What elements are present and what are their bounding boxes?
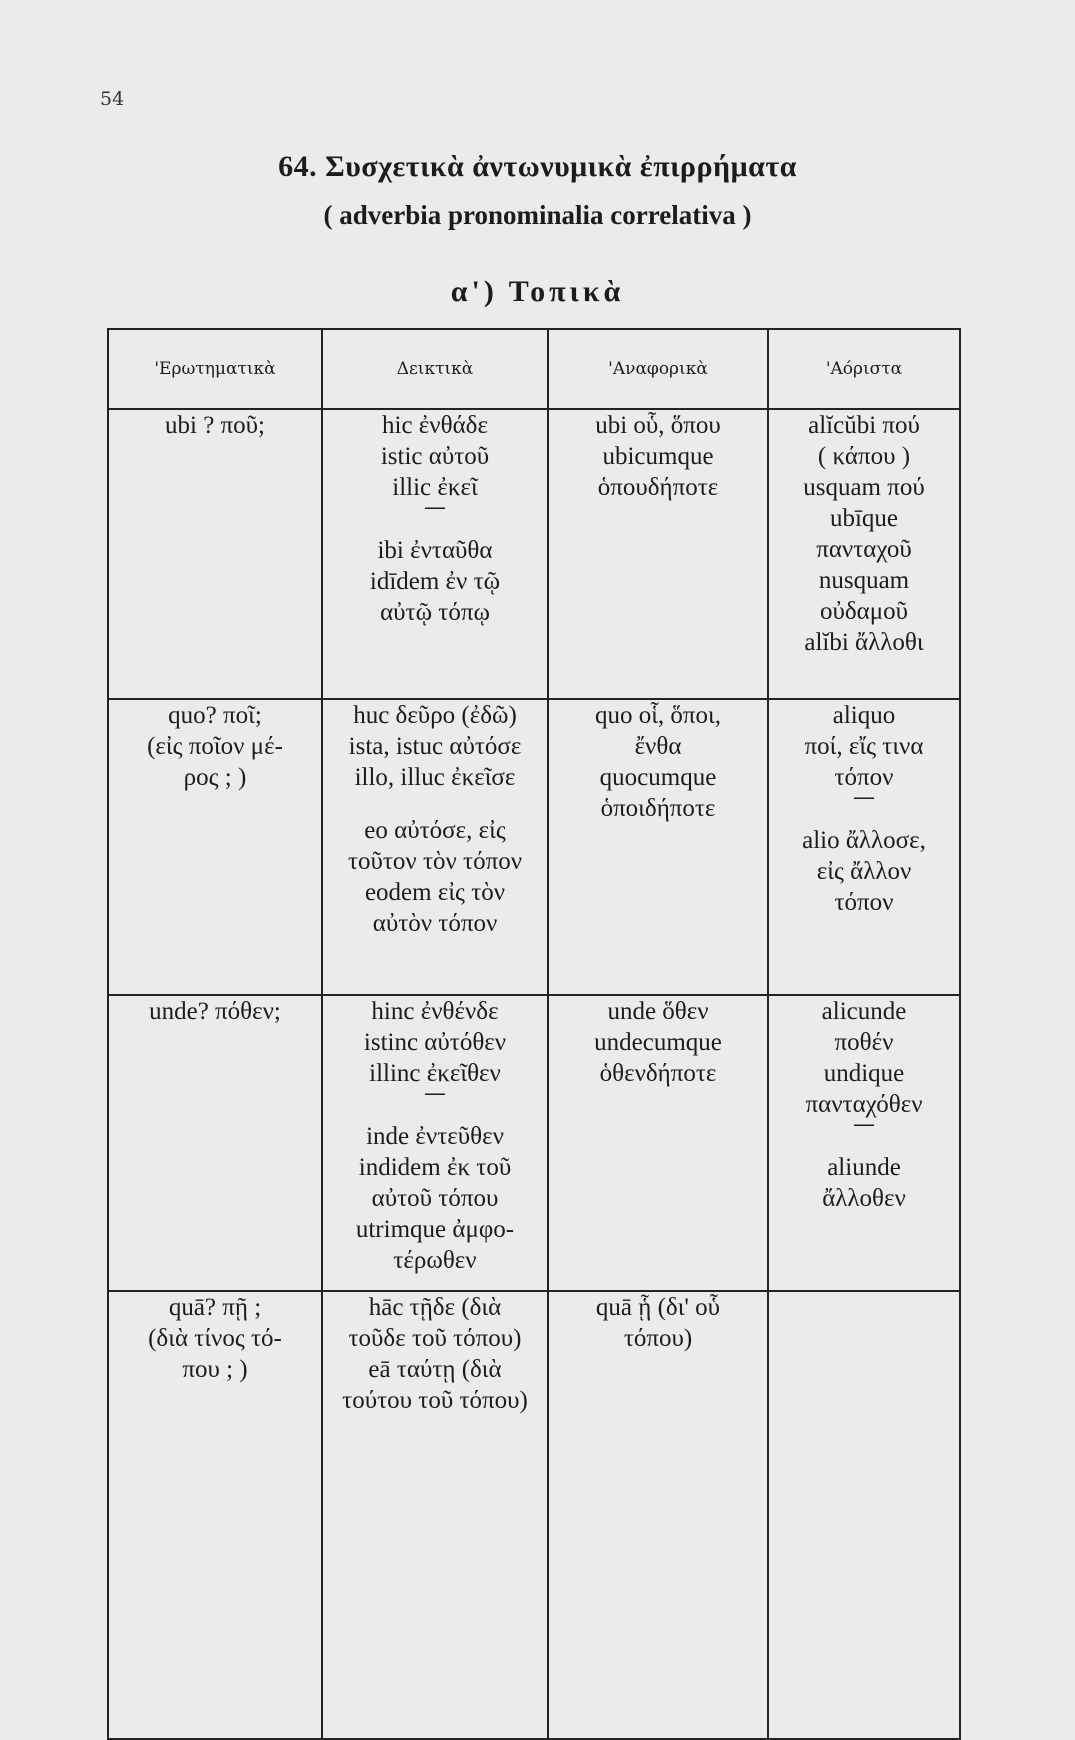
cell-line: ( κάπου ) bbox=[817, 443, 911, 470]
divider: — bbox=[853, 1112, 875, 1137]
cell-line: πανταχόθεν bbox=[805, 1091, 923, 1118]
cell-line: alĭbi ἄλλοθι bbox=[804, 629, 924, 656]
cell-line: nusquam bbox=[818, 567, 910, 594]
cell-line: hinc ἐνθένδε bbox=[371, 998, 499, 1025]
cell-line: eo αὐτόσε, εἰς bbox=[364, 817, 506, 844]
section-title: 64. Συσχετικὰ ἀντωνυμικὰ ἐπιρρήματα bbox=[278, 150, 797, 183]
cell-line: illo, illuc ἐκεῖσε bbox=[354, 764, 516, 791]
table-cell bbox=[548, 409, 768, 699]
cell-line: τούτου τοῦ τόπου) bbox=[342, 1387, 528, 1414]
cell-line: ρος ; ) bbox=[183, 764, 247, 791]
cell-line: quo? ποῖ; bbox=[168, 702, 262, 729]
cell-line: ποθέν bbox=[834, 1029, 894, 1056]
divider: — bbox=[424, 1081, 446, 1106]
cell-line: aliunde bbox=[827, 1154, 901, 1181]
cell-line: ista, istuc αὐτόσε bbox=[348, 733, 522, 760]
table-row bbox=[108, 699, 960, 995]
cell-line: usquam πού bbox=[803, 474, 925, 501]
table-cell bbox=[768, 409, 960, 699]
cell-line: τόπον bbox=[834, 889, 894, 916]
cell-line: ubi ? ποῦ; bbox=[165, 412, 265, 439]
cell-line: ὁθενδήποτε bbox=[599, 1060, 717, 1087]
cell-line: ἄλλοθεν bbox=[822, 1185, 906, 1212]
table-cell bbox=[108, 699, 322, 995]
cell-line: idīdem ἐν τῷ bbox=[369, 568, 501, 595]
cell-line: τοῦτον τὸν τόπον bbox=[347, 848, 523, 875]
cell-line: illinc ἐκεῖθεν bbox=[369, 1060, 501, 1087]
cell-line: undecumque bbox=[594, 1029, 722, 1056]
table-row bbox=[108, 995, 960, 1291]
column-header-interrogative: 'Ερωτηματικὰ bbox=[108, 329, 322, 409]
cell-line: alĭcŭbi πού bbox=[808, 412, 920, 439]
cell-line: (διὰ τίνος τό- bbox=[148, 1325, 282, 1352]
cell-line: hic ἐνθάδε bbox=[382, 412, 488, 439]
table-cell bbox=[768, 995, 960, 1291]
table-cell bbox=[768, 1291, 960, 1739]
cell-line: (εἰς ποῖον μέ- bbox=[147, 733, 283, 760]
cell-line: unde? πόθεν; bbox=[149, 998, 281, 1025]
cell-line: αὐτῷ τόπῳ bbox=[380, 599, 490, 626]
table-cell bbox=[548, 995, 768, 1291]
cell-line: quo οἷ, ὅποι, bbox=[594, 702, 722, 729]
cell-line: ubicumque bbox=[602, 443, 714, 470]
column-header-relative: 'Αναφορικὰ bbox=[548, 329, 768, 409]
correlative-adverbs-table bbox=[107, 328, 961, 1740]
cell-line: illic ἐκεῖ bbox=[392, 474, 478, 501]
cell-line: αὐτὸν τόπον bbox=[372, 910, 498, 937]
cell-line: hāc τῇδε (διὰ bbox=[368, 1294, 502, 1321]
cell-line: οὐδαμοῦ bbox=[819, 598, 909, 625]
cell-line: ubīque bbox=[829, 505, 899, 532]
cell-line: τέρωθεν bbox=[393, 1247, 477, 1274]
cell-line: ubi οὗ, ὅπου bbox=[595, 412, 721, 439]
cell-line: unde ὅθεν bbox=[607, 998, 709, 1025]
cell-line: πανταχοῦ bbox=[816, 536, 912, 563]
cell-line: που ; ) bbox=[182, 1356, 248, 1383]
section-subtitle: ( adverbia pronominalia correlativa ) bbox=[323, 200, 752, 230]
divider: — bbox=[424, 495, 446, 520]
cell-line: αὐτοῦ τόπου bbox=[371, 1185, 499, 1212]
table-cell bbox=[108, 1291, 322, 1739]
cell-line: quocumque bbox=[599, 764, 717, 791]
cell-line: ibi ἐνταῦθα bbox=[377, 537, 493, 564]
cell-line: aliquo bbox=[832, 702, 896, 729]
table-header-row bbox=[108, 329, 960, 409]
cell-line: utrimque ἀμφο- bbox=[355, 1216, 515, 1243]
table-cell bbox=[322, 1291, 548, 1739]
divider: — bbox=[853, 785, 875, 810]
cell-line: huc δεῦρο (ἐδῶ) bbox=[353, 702, 517, 729]
table-row bbox=[108, 1291, 960, 1739]
table-cell bbox=[322, 699, 548, 995]
column-header-indefinite: 'Αόριστα bbox=[768, 329, 960, 409]
cell-line: undique bbox=[823, 1060, 905, 1087]
cell-line: quā? πῇ ; bbox=[168, 1294, 262, 1321]
cell-line: ὁπουδήποτε bbox=[597, 474, 719, 501]
table-cell bbox=[322, 995, 548, 1291]
subsection-heading: α') Τοπικὰ bbox=[450, 275, 625, 308]
cell-line: quā ᾗ (δι' οὗ bbox=[595, 1294, 721, 1321]
cell-line: τοῦδε τοῦ τόπου) bbox=[348, 1325, 522, 1352]
table-cell bbox=[548, 1291, 768, 1739]
cell-line: ποί, εἴς τινα bbox=[804, 733, 924, 760]
column-header-demonstrative: Δεικτικὰ bbox=[322, 329, 548, 409]
table-cell bbox=[108, 995, 322, 1291]
cell-line: indidem ἐκ τοῦ bbox=[358, 1154, 512, 1181]
cell-line: τόπου) bbox=[623, 1325, 693, 1352]
cell-line: alicunde bbox=[821, 998, 907, 1025]
cell-line: eodem εἰς τὸν bbox=[364, 879, 506, 906]
cell-line: istinc αὐτόθεν bbox=[363, 1029, 507, 1056]
cell-line: inde ἐντεῦθεν bbox=[366, 1123, 504, 1150]
cell-line: ἔνθα bbox=[634, 733, 682, 760]
cell-line: eā ταύτῃ (διὰ bbox=[368, 1356, 502, 1383]
table-cell bbox=[322, 409, 548, 699]
cell-line: εἰς ἄλλον bbox=[816, 858, 912, 885]
page-number: 54 bbox=[100, 88, 125, 110]
table-cell bbox=[108, 409, 322, 699]
table-row bbox=[108, 409, 960, 699]
cell-line: alio ἄλλοσε, bbox=[802, 827, 926, 854]
cell-line: τόπον bbox=[834, 764, 894, 791]
table-cell bbox=[768, 699, 960, 995]
cell-line: ὁποιδήποτε bbox=[600, 795, 716, 822]
cell-line: istic αὐτοῦ bbox=[380, 443, 490, 470]
table-cell bbox=[548, 699, 768, 995]
